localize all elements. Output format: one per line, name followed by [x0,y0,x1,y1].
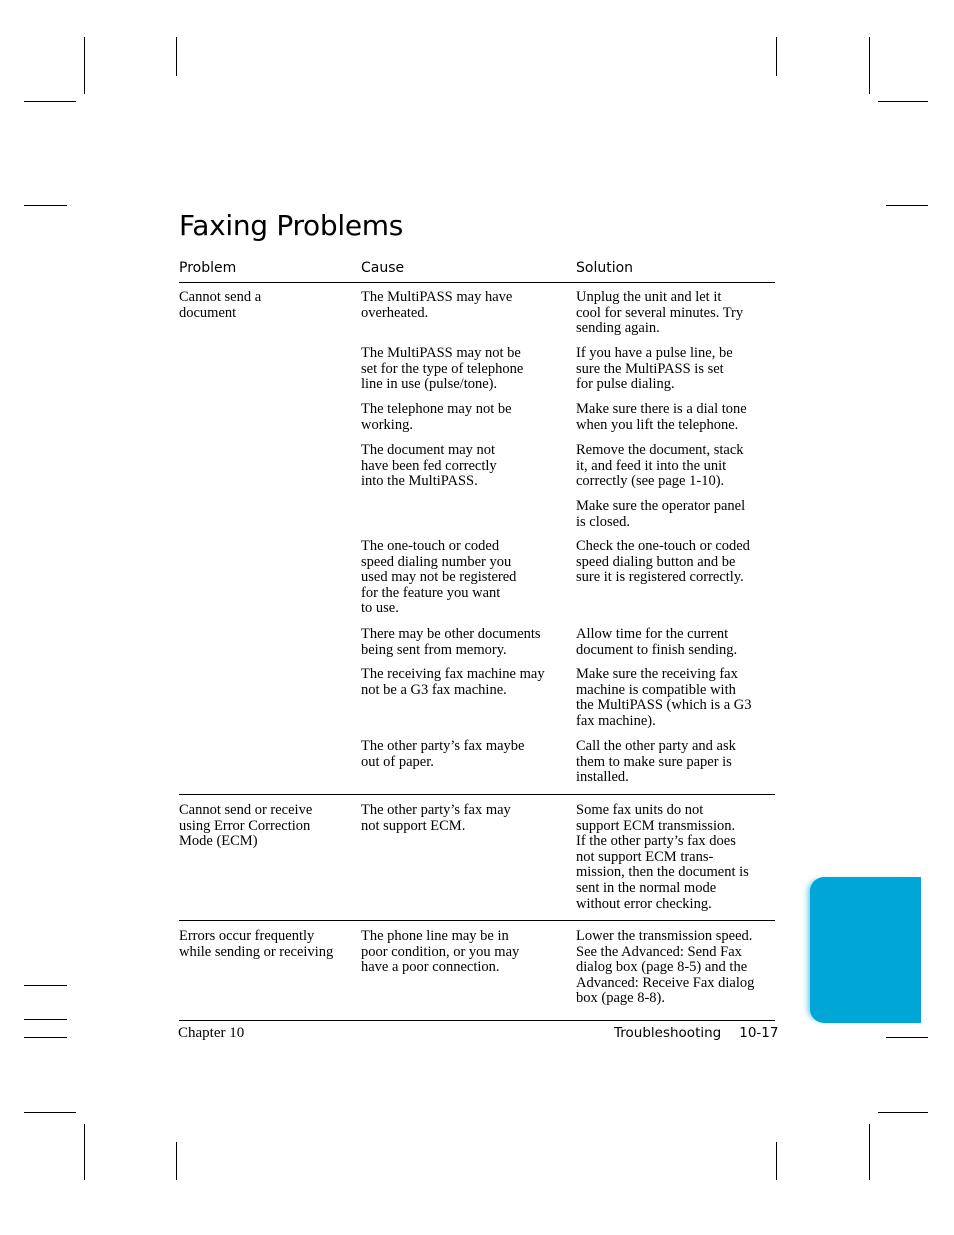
group-divider [179,920,775,921]
footer-section-title: Troubleshooting [614,1025,722,1041]
solution-text: Some fax units do not support ECM transmission. If the other party’s fax does not support ECM trans- mission, then the document is sent in the normal mode without error checking. [576,802,749,912]
cause-text: The other party’s fax maybe out of paper. [361,738,525,770]
chapter-tab-marker [810,877,921,1023]
solution-text: Make sure the receiving fax machine is compatible with the MultiPASS (which is a G3 fax machine). [576,666,752,729]
solution-text: If you have a pulse line, be sure the MultiPASS is set for pulse dialing. [576,345,733,393]
page-title: Faxing Problems [179,209,404,242]
solution-text: Unplug the unit and let it cool for several minutes. Try sending again. [576,289,744,337]
column-header-solution: Solution [576,260,634,276]
footer-section [614,1025,778,1041]
solution-text: Allow time for the current document to finish sending. [576,626,738,658]
cause-text: The MultiPASS may not be set for the type of telephone line in use (pulse/tone). [361,345,524,393]
solution-text: Make sure the operator panel is closed. [576,498,746,530]
solution-text: Make sure there is a dial tone when you lift the telephone. [576,401,747,433]
problem-text: Cannot send or receive using Error Correction Mode (ECM) [179,802,313,850]
page-number: 10-17 [739,1025,779,1041]
cause-text: The phone line may be in poor condition, or you may have a poor connection. [361,928,520,976]
problem-text: Errors occur frequently while sending or receiving [179,928,334,960]
cause-text: The one-touch or coded speed dialing number you used may not be registered for the feature you want to use. [361,538,517,617]
solution-text: Call the other party and ask them to make sure paper is installed. [576,738,736,786]
footer-rule [179,1020,775,1021]
cause-text: The MultiPASS may have overheated. [361,289,513,321]
cause-text: The document may not have been fed correctly into the MultiPASS. [361,442,497,490]
column-header-problem: Problem [179,260,237,276]
problem-text: Cannot send a document [179,289,262,321]
cause-text: The receiving fax machine may not be a G3 fax machine. [361,666,545,698]
cause-text: The other party’s fax may not support ECM. [361,802,511,834]
solution-text: Remove the document, stack it, and feed it into the unit correctly (see page 1-10). [576,442,744,490]
column-header-cause: Cause [361,260,405,276]
group-divider [179,794,775,795]
header-rule [179,282,775,283]
cause-text: There may be other documents being sent from memory. [361,626,541,658]
footer-chapter: Chapter 10 [178,1025,245,1041]
solution-text: Lower the transmission speed. See the Advanced: Send Fax dialog box (page 8-5) and the Advanced: Receive Fax dialog box (page 8-8). [576,928,755,1007]
solution-text: Check the one-touch or coded speed dialing button and be sure it is registered correctly. [576,538,750,586]
cause-text: The telephone may not be working. [361,401,512,433]
